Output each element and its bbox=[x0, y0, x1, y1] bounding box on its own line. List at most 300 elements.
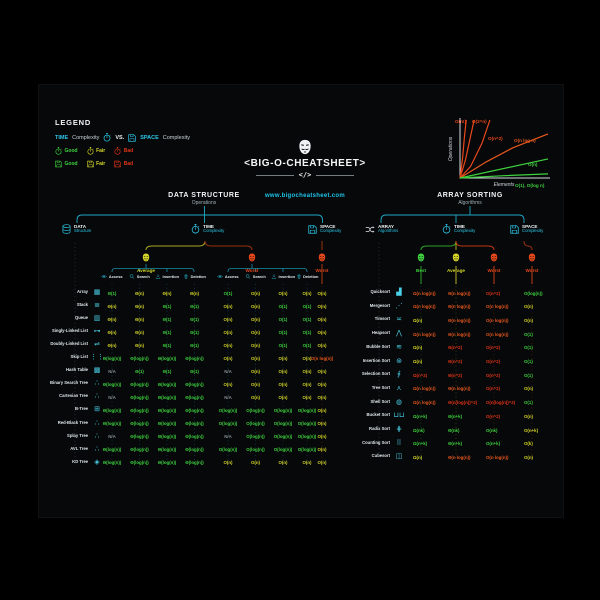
complexity-cell: N/A bbox=[108, 368, 116, 374]
sort-space-worst-group: Worst bbox=[512, 249, 552, 273]
complexity-cell: O(n) bbox=[250, 342, 261, 348]
complexity-cell: Θ(nk) bbox=[448, 427, 460, 433]
ds-row-name: Cartesian Tree bbox=[59, 393, 88, 399]
table-row bbox=[350, 384, 560, 398]
ds-op-header-label: Search bbox=[136, 274, 150, 279]
complexity-cell: O(log(n)) bbox=[218, 447, 238, 453]
ds-row-name: Queue bbox=[74, 315, 88, 321]
ds-row-name: Skip List bbox=[70, 354, 88, 360]
data-structure-section-title bbox=[144, 192, 264, 206]
complexity-cell: Θ(1) bbox=[162, 342, 172, 348]
complexity-cell: Θ(1) bbox=[162, 316, 172, 322]
complexity-cell: Θ(n) bbox=[107, 316, 117, 322]
complexity-cell: Θ(n log(n)) bbox=[448, 454, 471, 460]
avl-tree-icon: ∴ bbox=[94, 445, 100, 453]
ds-row-name: Array bbox=[77, 289, 88, 294]
floppy-disk-icon bbox=[114, 160, 121, 168]
complexity-cell: Θ(1) bbox=[162, 329, 172, 335]
legend-rating-label: Bad bbox=[123, 148, 134, 154]
insertion-sort-icon: ⊛ bbox=[396, 357, 402, 365]
complexity-cell: N/A bbox=[224, 394, 232, 400]
complexity-cell: Θ(n) bbox=[134, 342, 145, 348]
table-row bbox=[50, 340, 350, 353]
skip-list-icon: ⋮⋮ bbox=[90, 354, 104, 362]
legend-rating-label: Fair bbox=[96, 161, 106, 167]
ds-row-name: Binary Search Tree bbox=[50, 380, 88, 386]
legend-rating bbox=[87, 160, 106, 168]
complexity-cell: Θ(log(n)) bbox=[157, 447, 177, 453]
sort-row-name: Mergesort bbox=[369, 302, 390, 308]
complexity-cell: Θ(n) bbox=[134, 329, 145, 335]
table-row bbox=[350, 288, 560, 302]
ds-op-header-label: Deletion bbox=[190, 274, 206, 279]
chart-curve-label: O(2^n) bbox=[472, 119, 487, 124]
table-row bbox=[350, 315, 560, 329]
binary-search-tree-icon: ∴ bbox=[94, 380, 100, 388]
table-row bbox=[350, 302, 560, 316]
complexity-cell: Ω(n log(n)) bbox=[413, 290, 436, 296]
complexity-cell: O(log(n)) bbox=[273, 421, 293, 426]
complexity-cell: O(n) bbox=[302, 290, 312, 296]
complexity-cell: O(1) bbox=[302, 342, 312, 348]
complexity-cell: O(n(log(n))^2) bbox=[486, 400, 516, 406]
legend-rating bbox=[114, 147, 133, 155]
table-row bbox=[350, 343, 560, 357]
complexity-cell: O(n) bbox=[302, 368, 312, 374]
legend-rating bbox=[55, 160, 78, 168]
data-structure-table bbox=[50, 288, 350, 474]
complexity-cell: O(n) bbox=[524, 317, 534, 323]
complexity-cell: Θ(n+k) bbox=[448, 413, 463, 419]
sort-row-name: Counting Sort bbox=[362, 439, 390, 445]
complexity-cell: Θ(log(n)) bbox=[185, 407, 204, 413]
chart-y-axis-label: Operations bbox=[448, 136, 454, 162]
worst-mask-icon bbox=[318, 253, 326, 262]
trash-icon bbox=[183, 274, 189, 279]
table-row bbox=[50, 327, 350, 340]
ds-op-header-deletion bbox=[179, 274, 211, 279]
complexity-cell: Θ(log(n)) bbox=[130, 394, 149, 400]
ds-row-name: Singly-Linked List bbox=[51, 328, 88, 334]
complexity-cell: Θ(n log(n)) bbox=[448, 386, 471, 392]
tree-sort-icon: ⋏ bbox=[396, 384, 402, 392]
table-row bbox=[350, 398, 560, 412]
insert-arrow-icon bbox=[271, 274, 277, 279]
stopwatch-icon bbox=[103, 133, 111, 142]
complexity-cell: Θ(1) bbox=[107, 290, 117, 296]
complexity-cell: Θ(n) bbox=[134, 290, 145, 296]
complexity-cell: Θ(log(n)) bbox=[102, 381, 122, 387]
table-row bbox=[50, 458, 350, 471]
singly-linked-list-icon: ⊶ bbox=[93, 328, 101, 336]
cubesort-icon: ◫ bbox=[395, 453, 403, 461]
complexity-cell: N/A bbox=[224, 434, 232, 440]
complexity-cell: Θ(n) bbox=[107, 329, 117, 335]
complexity-cell: Θ(log(n)) bbox=[130, 421, 149, 426]
ds-row-name: KD Tree bbox=[72, 458, 88, 464]
legend bbox=[55, 118, 245, 168]
legend-rating-label: Bad bbox=[123, 161, 134, 167]
complexity-cell: N/A bbox=[224, 368, 232, 374]
complexity-cell: O(n) bbox=[524, 386, 534, 392]
complexity-cell: Θ(log(n)) bbox=[102, 421, 122, 426]
complexity-cell: Θ(1) bbox=[190, 342, 199, 348]
sort-subtitle: Algorithms bbox=[458, 200, 482, 206]
complexity-cell: O(n) bbox=[223, 342, 233, 348]
complexity-cell: Ω(n+k) bbox=[413, 441, 428, 447]
array-sorting-section-title bbox=[410, 192, 530, 206]
timsort-icon: ≍ bbox=[396, 316, 402, 324]
stopwatch-icon bbox=[87, 147, 94, 155]
ds-row-name: Splay Tree bbox=[67, 432, 88, 438]
legend-rating-label: Good bbox=[64, 161, 78, 167]
stopwatch-icon bbox=[442, 224, 451, 234]
doubly-linked-list-icon: ⇌ bbox=[94, 341, 100, 349]
complexity-cell: O(log(n)) bbox=[246, 421, 265, 426]
complexity-cell: Θ(n log(n)) bbox=[448, 290, 471, 296]
complexity-cell: Θ(n^2) bbox=[448, 372, 463, 378]
complexity-cell: O(1) bbox=[524, 400, 533, 406]
complexity-cell: O(n^2) bbox=[486, 290, 501, 296]
ds-op-header-deletion bbox=[291, 274, 323, 279]
chart-curve-label: O(n log n) bbox=[514, 138, 536, 143]
shell-sort-icon: ◍ bbox=[395, 398, 403, 406]
complexity-cell: Θ(log(n)) bbox=[102, 407, 122, 413]
complexity-cell: Ω(n log(n)) bbox=[413, 331, 436, 337]
chart-curve-label: O(n^2) bbox=[488, 136, 503, 141]
array-grid-icon: ▦ bbox=[93, 289, 101, 296]
ds-op-header-label: Insertion bbox=[278, 274, 295, 279]
cartesian-tree-icon: ∴ bbox=[94, 393, 100, 401]
complexity-cell: O(n) bbox=[223, 381, 233, 387]
complexity-cell: Θ(n log(n)) bbox=[448, 304, 471, 310]
complexity-cell: Θ(n log(n)) bbox=[448, 331, 471, 337]
complexity-cell: O(n) bbox=[223, 329, 233, 335]
ds-op-header-label: Deletion bbox=[303, 274, 319, 279]
complexity-cell: O(n) bbox=[250, 368, 261, 374]
complexity-cell: Ω(n) bbox=[413, 454, 423, 460]
chart-curve bbox=[460, 174, 548, 178]
space-complexity-cell: O(n) bbox=[317, 329, 327, 335]
eye-icon bbox=[217, 274, 223, 279]
complexity-cell: O(1) bbox=[223, 290, 233, 296]
complexity-cell: O(n^2) bbox=[486, 386, 501, 392]
complexity-cell: N/A bbox=[108, 394, 116, 400]
complexity-cell: O(n) bbox=[223, 460, 233, 466]
complexity-cell: O(n) bbox=[302, 355, 312, 361]
space-complexity-cell: O(n) bbox=[317, 421, 327, 426]
best-mask-icon bbox=[417, 253, 425, 262]
table-row bbox=[50, 445, 350, 458]
complexity-cell: O(1) bbox=[524, 331, 533, 337]
complexity-cell: Θ(log(n)) bbox=[185, 355, 204, 361]
stopwatch-icon bbox=[191, 224, 200, 234]
ds-op-header-label: Insertion bbox=[162, 274, 179, 279]
ds-worst-group: Worst bbox=[232, 249, 272, 273]
sort-row-name: Bubble Sort bbox=[366, 343, 390, 349]
table-row bbox=[350, 439, 560, 453]
ds-row-name: Stack bbox=[76, 302, 88, 308]
sort-row-name: Tree Sort bbox=[371, 384, 390, 390]
complexity-cell: Θ(log(n)) bbox=[102, 447, 122, 453]
hash-table-icon: ▩ bbox=[93, 367, 101, 375]
ds-subtitle: Operations bbox=[191, 200, 217, 206]
title-divider bbox=[225, 171, 385, 179]
complexity-cell: Θ(log(n)) bbox=[130, 407, 149, 413]
space-complexity-cell: O(n) bbox=[317, 342, 327, 348]
complexity-cell: O(n) bbox=[250, 381, 261, 387]
heapsort-icon: ⋀ bbox=[396, 330, 402, 338]
complexity-cell: Θ(n(log(n))^2) bbox=[448, 400, 478, 406]
legend-time-word: TIME bbox=[55, 134, 69, 141]
floppy-disk-icon bbox=[87, 160, 94, 168]
complexity-cell: O(n) bbox=[278, 355, 288, 361]
complexity-cell: O(log(n)) bbox=[297, 447, 317, 453]
complexity-cell: Θ(n^2) bbox=[448, 345, 463, 351]
complexity-cell: Ω(n) bbox=[413, 317, 423, 323]
ds-title: DATA STRUCTURE bbox=[168, 192, 240, 199]
complexity-cell: O(n) bbox=[302, 381, 312, 387]
complexity-cell: Θ(1) bbox=[162, 303, 172, 309]
shuffle-icon bbox=[365, 225, 375, 234]
sort-row-name: Cubesort bbox=[371, 453, 390, 459]
complexity-cell: O(nk) bbox=[486, 427, 498, 433]
complexity-cell: O(n) bbox=[278, 381, 288, 387]
quicksort-icon: ▟ bbox=[396, 289, 402, 296]
complexity-cell: Θ(1) bbox=[190, 368, 199, 374]
legend-vs: VS. bbox=[115, 134, 125, 141]
complexity-cell: Ω(n log(n)) bbox=[413, 400, 436, 406]
sort-row-name: Quicksort bbox=[370, 289, 390, 294]
complexity-cell: O(1) bbox=[524, 359, 533, 364]
website-link[interactable]: www.bigocheatsheet.com bbox=[264, 193, 346, 199]
complexity-cell: O(n+k) bbox=[524, 427, 539, 433]
complexity-cell: Θ(n) bbox=[134, 316, 145, 322]
legend-time-ratings bbox=[55, 147, 245, 155]
legend-rating bbox=[87, 147, 106, 155]
complexity-cell: O(n) bbox=[250, 460, 261, 466]
complexity-cell: O(1) bbox=[524, 372, 533, 378]
complexity-cell: Ω(n) bbox=[413, 345, 423, 351]
complexity-cell: Ω(n^2) bbox=[413, 372, 428, 378]
chart-curve-label: O(1), O(log n) bbox=[515, 183, 545, 188]
stack-icon: ≣ bbox=[94, 302, 100, 310]
space-complexity-cell: O(n) bbox=[317, 303, 327, 309]
complexity-cell: Θ(log(n)) bbox=[185, 447, 204, 453]
bucket-sort-icon: ⊔⊔ bbox=[393, 412, 405, 420]
table-row bbox=[350, 411, 560, 425]
array-sorting-table bbox=[350, 288, 560, 468]
complexity-cell: O(log(n)) bbox=[273, 407, 293, 413]
ds-row-name: Hash Table bbox=[65, 367, 88, 373]
legend-rating bbox=[114, 160, 133, 168]
complexity-cell: O(n) bbox=[250, 316, 261, 322]
complexity-cell: O(n) bbox=[524, 413, 534, 419]
ds-row-name: B-Tree bbox=[74, 406, 88, 412]
complexity-cell: Θ(log(n)) bbox=[157, 460, 177, 466]
chart-curve bbox=[460, 120, 474, 178]
ds-op-header-label: Access bbox=[224, 274, 239, 279]
complexity-cell: Θ(1) bbox=[190, 303, 199, 309]
complexity-cell: Ω(n log(n)) bbox=[413, 386, 436, 392]
ds-row-name: AVL Tree bbox=[70, 445, 88, 451]
average-mask-icon bbox=[452, 253, 460, 262]
complexity-cell: Θ(log(n)) bbox=[185, 434, 204, 440]
chart-x-axis-label: Elements bbox=[493, 182, 515, 188]
complexity-cell: O(n^2) bbox=[486, 345, 501, 351]
title-block bbox=[225, 138, 385, 179]
table-row bbox=[350, 425, 560, 439]
complexity-cell: Θ(log(n)) bbox=[157, 381, 177, 387]
complexity-cell: O(1) bbox=[278, 316, 288, 322]
complexity-cell: O(n) bbox=[278, 460, 288, 466]
space-complexity-cell: O(n) bbox=[317, 290, 327, 296]
complexity-cell: Θ(log(n)) bbox=[157, 434, 177, 440]
complexity-cell: Θ(log(n)) bbox=[157, 394, 177, 400]
stopwatch-icon bbox=[55, 147, 62, 155]
complexity-cell: Θ(log(n)) bbox=[157, 421, 177, 426]
table-row bbox=[50, 432, 350, 445]
complexity-cell: O(n) bbox=[302, 394, 312, 400]
eye-icon bbox=[101, 274, 107, 279]
chart-curve-label: O(n!) bbox=[455, 119, 466, 124]
table-row bbox=[50, 392, 350, 405]
complexity-cell: Ω(n) bbox=[413, 359, 423, 364]
ds-op-header-label: Access bbox=[108, 274, 123, 279]
insert-arrow-icon bbox=[155, 274, 161, 279]
sort-worst-group: Worst bbox=[474, 249, 514, 273]
complexity-cell: Θ(log(n)) bbox=[102, 355, 122, 361]
complexity-cell: Θ(log(n)) bbox=[102, 460, 122, 466]
complexity-cell: O(n^2) bbox=[486, 413, 501, 419]
floppy-disk-icon bbox=[55, 160, 62, 168]
complexity-cell: O(n) bbox=[250, 303, 261, 309]
sort-title: ARRAY SORTING bbox=[437, 192, 503, 199]
selection-sort-icon: ∮ bbox=[397, 371, 401, 379]
complexity-cell: Θ(n log(n)) bbox=[448, 317, 471, 323]
floppy-disk-icon bbox=[308, 225, 317, 234]
complexity-cell: Θ(n) bbox=[107, 342, 117, 348]
legend-space-ratings bbox=[55, 160, 245, 168]
complexity-cell: Θ(n) bbox=[189, 290, 200, 296]
legend-complexity-word: Complexity bbox=[72, 134, 100, 141]
table-row bbox=[50, 366, 350, 379]
b-tree-icon: ⊞ bbox=[94, 406, 100, 414]
table-row bbox=[50, 379, 350, 392]
trash-icon bbox=[296, 274, 302, 279]
mergesort-icon: ⋰ bbox=[395, 302, 403, 310]
guy-fawkes-mask-icon bbox=[298, 139, 312, 155]
bubble-sort-icon: ≋ bbox=[396, 343, 402, 351]
space-complexity-cell: O(n) bbox=[317, 447, 327, 453]
complexity-cell: O(log(n)) bbox=[524, 290, 543, 296]
ds-space-complexity-header: SPACE Complexity bbox=[308, 224, 341, 234]
complexity-cell: O(n log(n)) bbox=[486, 331, 509, 337]
complexity-cell: Θ(log(n)) bbox=[185, 394, 204, 400]
complexity-cell: O(1) bbox=[524, 345, 533, 351]
legend-rating-label: Fair bbox=[96, 148, 106, 154]
sort-space-complexity-header: SPACE Complexity bbox=[510, 224, 543, 234]
complexity-cell: O(n) bbox=[250, 394, 261, 400]
complexity-cell: Ω(nk) bbox=[413, 427, 425, 433]
complexity-cell: O(k) bbox=[524, 441, 533, 447]
complexity-growth-chart bbox=[444, 112, 562, 196]
complexity-cell: O(n+k) bbox=[486, 441, 501, 447]
legend-title: LEGEND bbox=[55, 118, 92, 127]
table-row bbox=[350, 357, 560, 371]
sort-row-name: Insertion Sort bbox=[362, 357, 390, 363]
ds-row-name: Red-Black Tree bbox=[57, 419, 88, 425]
complexity-cell: O(n log(n)) bbox=[486, 317, 509, 323]
table-row bbox=[50, 314, 350, 327]
ds-op-header-label: Search bbox=[252, 274, 266, 279]
complexity-cell: O(n) bbox=[302, 460, 312, 466]
table-row bbox=[50, 353, 350, 366]
chart-curve-label: O(n) bbox=[528, 162, 538, 167]
space-complexity-cell: O(n) bbox=[317, 434, 327, 440]
space-complexity-cell: O(n) bbox=[317, 407, 327, 413]
complexity-cell: O(log(n)) bbox=[297, 421, 317, 426]
complexity-cell: Θ(log(n)) bbox=[130, 355, 149, 361]
complexity-cell: O(log(n)) bbox=[246, 447, 265, 453]
sort-row-name: Selection Sort bbox=[361, 371, 390, 377]
ds-time-complexity-header: TIME Complexity bbox=[191, 224, 224, 234]
legend-complexity-word2: Complexity bbox=[162, 134, 190, 141]
complexity-cell: O(n^2) bbox=[486, 372, 501, 378]
complexity-cell: O(log(n)) bbox=[273, 447, 293, 453]
average-mask-icon bbox=[142, 253, 150, 262]
sort-average-group: Average bbox=[436, 249, 476, 273]
complexity-cell: O(1) bbox=[278, 303, 288, 309]
sort-row-name: Heapsort bbox=[371, 330, 390, 336]
ds-space-worst-group: Worst bbox=[302, 249, 342, 273]
sort-row-name: Radix Sort bbox=[369, 426, 390, 431]
complexity-cell: Θ(log(n)) bbox=[130, 434, 149, 440]
complexity-cell: Θ(log(n)) bbox=[185, 421, 204, 426]
magnifier-icon bbox=[245, 274, 251, 279]
space-complexity-cell: O(n) bbox=[317, 368, 327, 374]
complexity-cell: O(n^2) bbox=[486, 359, 501, 364]
complexity-cell: O(log(n)) bbox=[297, 407, 317, 413]
complexity-cell: O(1) bbox=[302, 316, 312, 322]
complexity-cell: O(log(n)) bbox=[246, 407, 265, 413]
complexity-cell: Θ(1) bbox=[162, 368, 172, 374]
legend-space-word: SPACE bbox=[140, 134, 159, 141]
complexity-cell: Θ(log(n)) bbox=[130, 447, 149, 453]
sort-row-name: Shell Sort bbox=[370, 398, 390, 404]
complexity-cell: N/A bbox=[108, 434, 116, 440]
space-complexity-cell: O(n log(n)) bbox=[310, 355, 334, 361]
legend-rating-label: Good bbox=[64, 148, 78, 154]
complexity-cell: O(n) bbox=[223, 303, 233, 309]
complexity-cell: O(log(n)) bbox=[273, 434, 293, 440]
complexity-cell: Θ(n) bbox=[134, 303, 145, 309]
sort-row-name: Bucket Sort bbox=[366, 412, 390, 418]
table-row bbox=[350, 370, 560, 384]
legend-rating bbox=[55, 147, 78, 155]
complexity-cell: Θ(1) bbox=[190, 316, 199, 322]
complexity-cell: Θ(n+k) bbox=[448, 441, 463, 447]
sort-time-complexity-header: TIME Complexity bbox=[442, 224, 475, 234]
space-complexity-cell: O(n) bbox=[317, 460, 327, 466]
complexity-cell: Θ(n) bbox=[107, 303, 117, 309]
sort-array-algorithms-header: ARRAY Algorithms bbox=[365, 224, 398, 234]
kd-tree-icon: ◈ bbox=[94, 458, 100, 466]
complexity-cell: O(n) bbox=[278, 290, 288, 296]
floppy-disk-icon bbox=[510, 225, 519, 234]
complexity-cell: O(log(n)) bbox=[218, 407, 238, 413]
complexity-cell: O(n log(n)) bbox=[486, 454, 509, 460]
